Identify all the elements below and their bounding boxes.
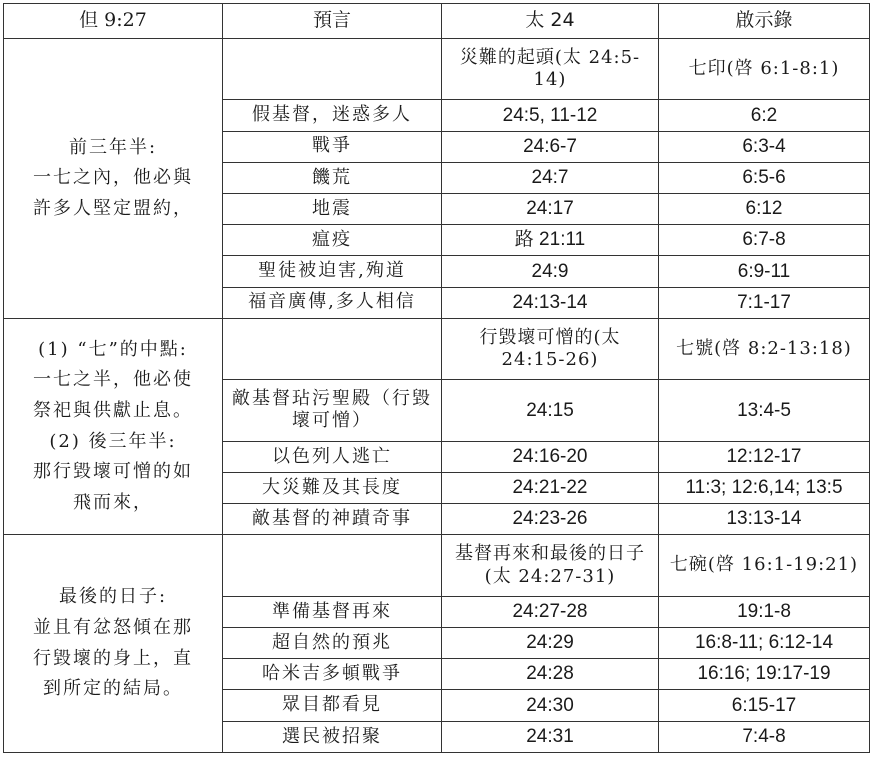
revelation-ref: 16:16; 19:17-19 <box>659 659 870 690</box>
category-revelation: 七印(啓 6:1-8:1) <box>659 39 870 100</box>
revelation-ref: 6:3-4 <box>659 131 870 162</box>
section-3-category-row <box>4 535 870 596</box>
topic-cell: 超自然的預兆 <box>223 627 442 658</box>
topic-cell: 眾目都看見 <box>223 690 442 721</box>
matthew-ref: 24:31 <box>442 721 659 752</box>
topic-cell: 瘟疫 <box>223 225 442 256</box>
matthew-ref: 24:9 <box>442 256 659 287</box>
period-line: 行毀壞的身上，直 <box>33 647 193 669</box>
header-prophecy: 預言 <box>223 4 442 39</box>
revelation-ref: 6:9-11 <box>659 256 870 287</box>
revelation-ref: 6:15-17 <box>659 690 870 721</box>
revelation-ref: 13:4-5 <box>659 380 870 441</box>
matthew-ref: 24:17 <box>442 194 659 225</box>
topic-cell: 福音廣傳,多人相信 <box>223 287 442 318</box>
period-first-half <box>4 39 223 319</box>
period-line: 最後的日子: <box>58 586 168 608</box>
topic-cell: 大災難及其長度 <box>223 472 442 503</box>
revelation-ref: 6:2 <box>659 100 870 131</box>
revelation-ref: 12:12-17 <box>659 441 870 472</box>
header-matthew: 太 24 <box>442 4 659 39</box>
topic-cell: 戰爭 <box>223 131 442 162</box>
period-line: 許多人堅定盟約， <box>33 197 193 219</box>
period-line: 一七之半，他必使 <box>33 369 193 391</box>
matthew-ref: 24:30 <box>442 690 659 721</box>
matthew-ref: 24:29 <box>442 627 659 658</box>
header-row <box>4 4 870 39</box>
category-topic-empty <box>223 39 442 100</box>
revelation-ref: 7:4-8 <box>659 721 870 752</box>
matthew-ref: 24:27-28 <box>442 596 659 627</box>
category-matthew: 行毀壞可憎的(太 24:15-26) <box>442 318 659 379</box>
matthew-ref: 24:5, 11-12 <box>442 100 659 131</box>
topic-cell: 聖徒被迫害,殉道 <box>223 256 442 287</box>
topic-cell: 準備基督再來 <box>223 596 442 627</box>
period-last-days <box>4 535 223 753</box>
category-matthew: 基督再來和最後的日子(太 24:27-31) <box>442 535 659 596</box>
revelation-ref: 6:12 <box>659 194 870 225</box>
topic-cell: 假基督，迷惑多人 <box>223 100 442 131</box>
period-line: 一七之內，他必與 <box>33 167 193 189</box>
matthew-ref: 24:13-14 <box>442 287 659 318</box>
period-line: 祭祀與供獻止息。 <box>33 399 193 421</box>
matthew-ref: 24:21-22 <box>442 472 659 503</box>
topic-cell: 敵基督的神蹟奇事 <box>223 504 442 535</box>
matthew-ref: 24:7 <box>442 162 659 193</box>
matthew-ref: 24:16-20 <box>442 441 659 472</box>
period-line: 飛而來， <box>73 491 153 513</box>
topic-cell: 選民被招聚 <box>223 721 442 752</box>
section-1-category-row <box>4 39 870 100</box>
revelation-ref: 16:8-11; 6:12-14 <box>659 627 870 658</box>
category-revelation: 七碗(啓 16:1-19:21) <box>659 535 870 596</box>
period-line: 並且有忿怒傾在那 <box>33 617 193 639</box>
revelation-ref: 19:1-8 <box>659 596 870 627</box>
topic-cell: 哈米吉多頓戰爭 <box>223 659 442 690</box>
matthew-ref: 24:6-7 <box>442 131 659 162</box>
category-topic-empty <box>223 318 442 379</box>
matthew-ref: 路 21:11 <box>442 225 659 256</box>
revelation-ref: 6:5-6 <box>659 162 870 193</box>
category-revelation: 七號(啓 8:2-13:18) <box>659 318 870 379</box>
category-matthew: 災難的起頭(太 24:5-14) <box>442 39 659 100</box>
topic-cell: 饑荒 <box>223 162 442 193</box>
topic-cell: 以色列人逃亡 <box>223 441 442 472</box>
header-revelation: 啟示錄 <box>659 4 870 39</box>
period-line: (2) 後三年半: <box>49 430 177 452</box>
revelation-ref: 6:7-8 <box>659 225 870 256</box>
period-midpoint-second-half <box>4 318 223 534</box>
header-daniel: 但 9:27 <box>4 4 223 39</box>
matthew-ref: 24:28 <box>442 659 659 690</box>
matthew-ref: 24:23-26 <box>442 504 659 535</box>
period-line: (1) “七”的中點: <box>38 338 188 360</box>
revelation-ref: 7:1-17 <box>659 287 870 318</box>
section-2-category-row <box>4 318 870 379</box>
period-line: 那行毀壞可憎的如 <box>33 461 193 483</box>
revelation-ref: 11:3; 12:6,14; 13:5 <box>659 472 870 503</box>
period-line: 前三年半: <box>68 136 158 158</box>
category-topic-empty <box>223 535 442 596</box>
topic-cell: 敵基督玷污聖殿（行毀壞可憎） <box>223 380 442 441</box>
prophecy-comparison-table <box>3 3 870 753</box>
matthew-ref: 24:15 <box>442 380 659 441</box>
revelation-ref: 13:13-14 <box>659 504 870 535</box>
topic-cell: 地震 <box>223 194 442 225</box>
period-line: 到所定的結局。 <box>43 678 183 700</box>
